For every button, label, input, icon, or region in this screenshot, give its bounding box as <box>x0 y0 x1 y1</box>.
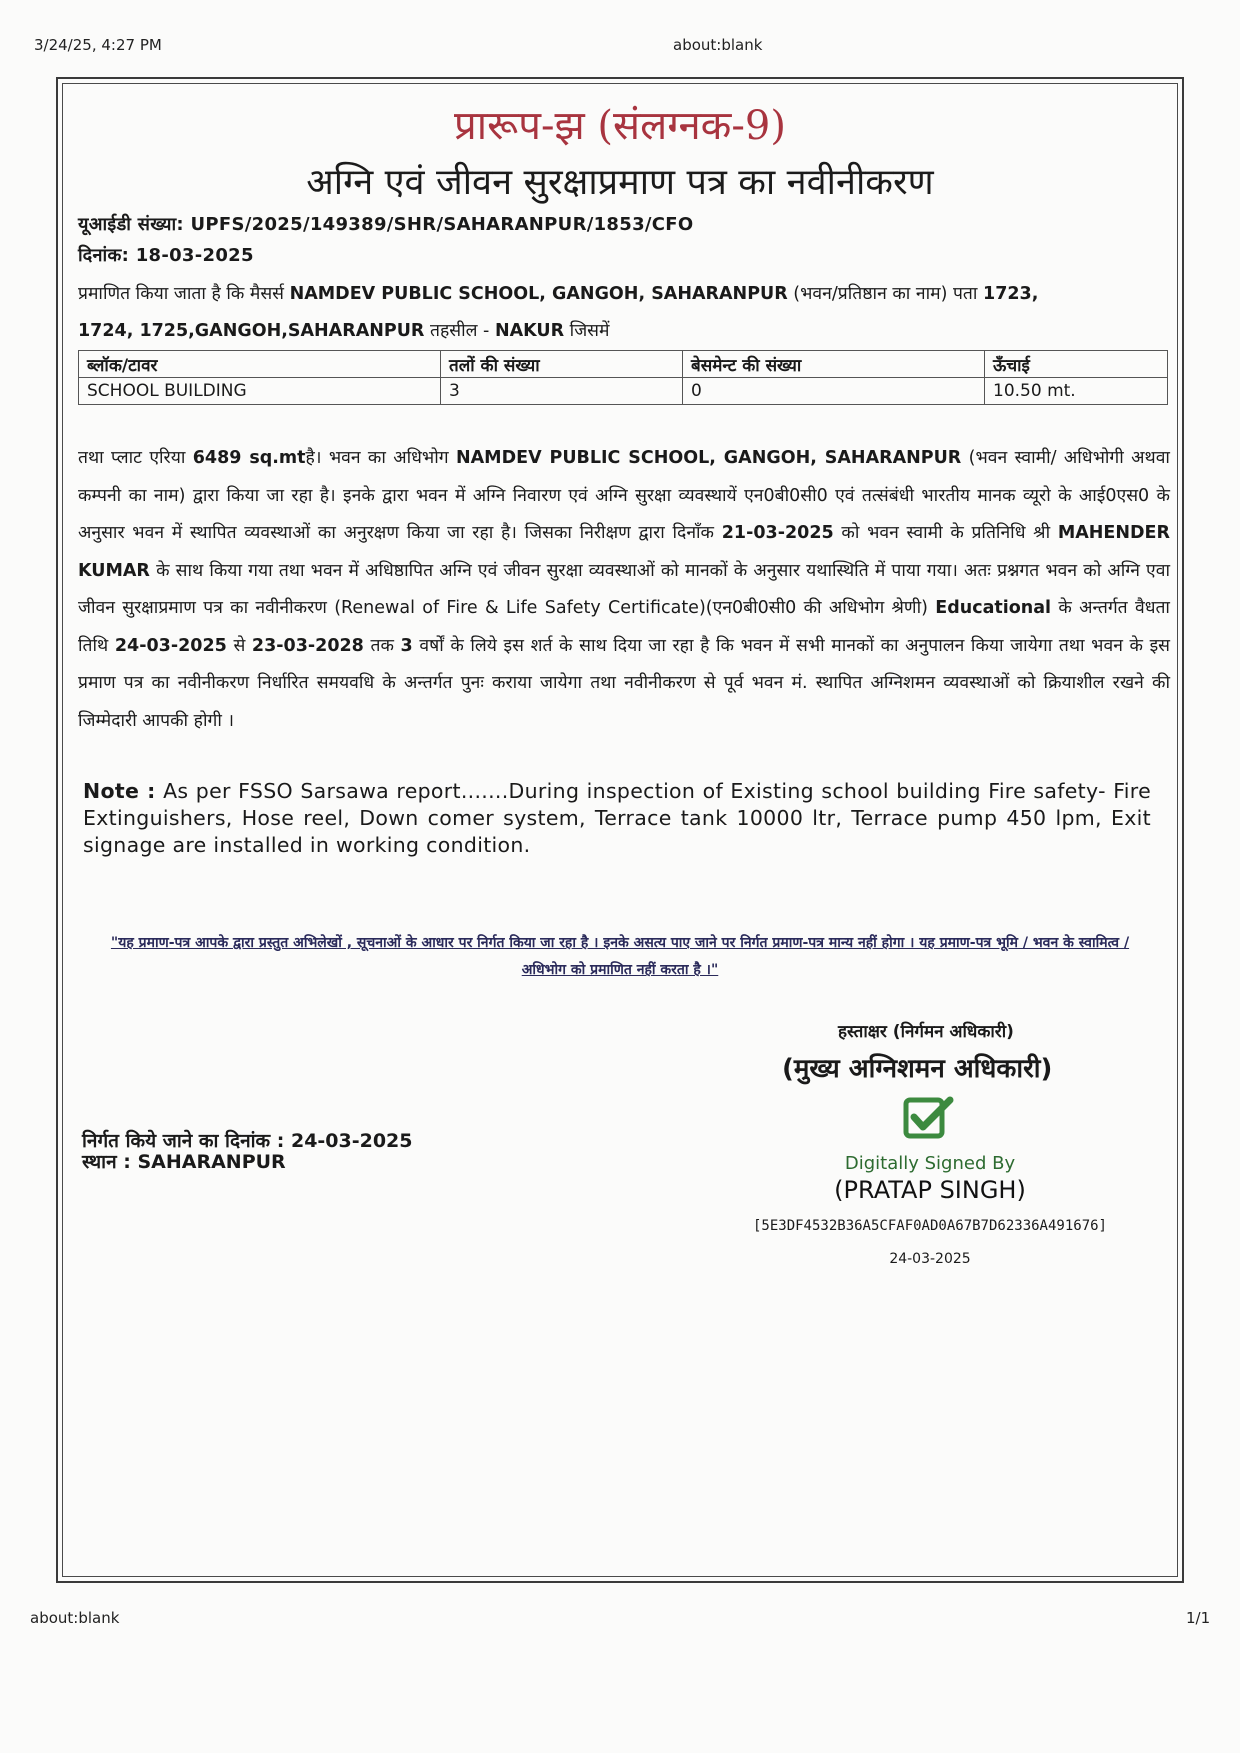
form-title: प्रारूप-झ (संलग्नक-9) <box>454 103 786 149</box>
cert-prefix: प्रमाणित किया जाता है कि मैसर्स <box>78 284 284 304</box>
validity-years: 3 <box>400 635 413 656</box>
print-url: about:blank <box>673 36 763 54</box>
issue-date-label: निर्गत किये जाने का दिनांक : <box>82 1130 285 1152</box>
representative-name: MAHENDER KUMAR <box>78 523 1170 581</box>
note-text: As per FSSO Sarsawa report.......During inspection of Existing school building Fire safety- Fire Extinguishers, Hose reel, Down comer system, Terrace tank 10000 ltr, Terrace pump 450 lpm, Exit signage are installed in working condition. <box>83 779 1151 857</box>
signature-label: हस्ताक्षर (निर्गमन अधिकारी) <box>838 1022 1014 1042</box>
signer-name: (PRATAP SINGH) <box>834 1176 1026 1204</box>
table-header-block: ब्लॉक/टावर <box>79 351 441 378</box>
cell-floors: 3 <box>441 378 683 405</box>
cell-block: SCHOOL BUILDING <box>79 378 441 405</box>
body-text: (भवन स्वामी/ अधिभोगी अथवा कम्पनी का नाम) द्वारा किया जा रहा है। इनके द्वारा भवन में अग्नि निवारण एवं अग्नि सुरक्षा व्यवस्थायें एन0बी0सी0 एवं तत्संबंधी भारतीय मानक व्यूरो के आई0एस0 के अनुसार भवन में स्थापित व्यवस्थाओं का अनुरक्षण किया जा रहा है। जिसका निरीक्षण द्वारा दिनाँक <box>78 448 1170 543</box>
tehsil-value: NAKUR <box>494 321 565 341</box>
date-value: 18-03-2025 <box>135 245 254 266</box>
check-square-icon <box>903 1095 955 1139</box>
name-hint: (भवन/प्रतिष्ठान का नाम) पता <box>793 284 978 304</box>
valid-to: 23-03-2028 <box>251 635 364 656</box>
building-table <box>78 350 1168 405</box>
disclaimer: "यह प्रमाण-पत्र आपके द्वारा प्रस्तुत अभिलेखों , सूचनाओं के आधार पर निर्गत किया जा रहा है । इनके असत्य पाए जाने पर निर्गत प्रमाण-पत्र मान्य नहीं होगा । यह प्रमाण-पत्र भूमि / भवन के स्वामित्व / अधिभोग को प्रमाणित नहीं करता है ।" <box>110 935 1130 978</box>
date-label: दिनांक: <box>78 245 130 266</box>
cell-height: 10.50 mt. <box>985 378 1168 405</box>
issue-place-line <box>82 1148 286 1174</box>
table-header-height: ऊँचाई <box>985 351 1168 378</box>
place-label: स्थान : <box>82 1151 131 1173</box>
table-header-floors: तलों की संख्या <box>441 351 683 378</box>
inspection-date: 21-03-2025 <box>721 523 834 543</box>
occupancy-category: Educational <box>935 598 1052 618</box>
certificate-body <box>78 440 1170 740</box>
print-page-number: 1/1 <box>1186 1609 1211 1627</box>
print-footer-url: about:blank <box>30 1609 120 1627</box>
body-text: से <box>233 635 246 656</box>
uid-line <box>78 212 693 236</box>
certification-line-2 <box>78 318 1168 342</box>
officer-designation: (मुख्य अग्निशमन अधिकारी) <box>782 1054 1053 1084</box>
firm-name: NAMDEV PUBLIC SCHOOL, GANGOH, SAHARANPUR <box>289 284 788 304</box>
body-text: तथा प्लाट एरिया <box>78 448 186 468</box>
signature-date: 24-03-2025 <box>889 1251 971 1267</box>
table-header-row <box>79 351 1168 378</box>
table-row <box>79 378 1168 405</box>
tehsil-label: तहसील - <box>429 321 490 341</box>
body-text: के साथ किया गया तथा भवन में अधिष्ठापित अग्नि एवं जीवन सुरक्षा व्यवस्थाओं को मानकों के अनुसार यथास्थिति में पाया गया। अतः प्रश्नगत भवन को अग्नि एवा जीवन सुरक्षाप्रमाण पत्र का नवीनीकरण (Renewal of Fire & Life Safety Certificate)(एन0बी0सी0 की अधिभोग श्रेणी) <box>78 560 1170 618</box>
body-text: है। भवन का अधिभोग <box>305 448 449 468</box>
cell-basements: 0 <box>683 378 985 405</box>
note-label: Note : <box>83 779 156 803</box>
cert-suffix: जिसमें <box>569 321 610 341</box>
table-header-basements: बेसमेन्ट की संख्या <box>683 351 985 378</box>
certificate-title: अग्नि एवं जीवन सुरक्षाप्रमाण पत्र का नवीनीकरण <box>306 162 934 203</box>
address-start: 1723, <box>983 284 1039 304</box>
certification-line-1 <box>78 281 1168 305</box>
plot-area: 6489 sq.mt <box>192 448 306 468</box>
place-value: SAHARANPUR <box>137 1151 286 1173</box>
address-rest: 1724, 1725,GANGOH,SAHARANPUR <box>78 321 425 341</box>
uid-value: UPFS/2025/149389/SHR/SAHARANPUR/1853/CFO <box>190 214 694 235</box>
body-text: के अन्तर्गत वैधता तिथि <box>78 598 1170 656</box>
digitally-signed-by: Digitally Signed By <box>844 1153 1016 1174</box>
inspection-note <box>83 778 1151 859</box>
issue-date-value: 24-03-2025 <box>290 1130 413 1152</box>
uid-label: यूआईडी संख्या: <box>78 214 184 235</box>
body-text: को भवन स्वामी के प्रतिनिधि श्री <box>841 523 1051 543</box>
valid-from: 24-03-2025 <box>114 635 227 656</box>
occupant-name: NAMDEV PUBLIC SCHOOL, GANGOH, SAHARANPUR <box>455 448 962 468</box>
body-text: तक <box>370 635 394 656</box>
print-datetime: 3/24/25, 4:27 PM <box>34 36 162 54</box>
date-line <box>78 243 254 267</box>
body-text: वर्षों के लिये इस शर्त के साथ दिया जा रहा है कि भवन में सभी मानकों का अनुपालन किया जायेगा तथा भवन के इस प्रमाण पत्र का नवीनीकरण निर्धारित समयवधि के अन्तर्गत पुनः कराया जायेगा तथा नवीनीकरण से पूर्व भवन मं. स्थापित अग्निशमन व्यवस्थाओं को क्रियाशील रखने की जिम्मेदारी आपकी होगी । <box>78 635 1170 731</box>
signature-hash: [5E3DF4532B36A5CFAF0AD0A67B7D62336A491676] <box>752 1218 1107 1234</box>
